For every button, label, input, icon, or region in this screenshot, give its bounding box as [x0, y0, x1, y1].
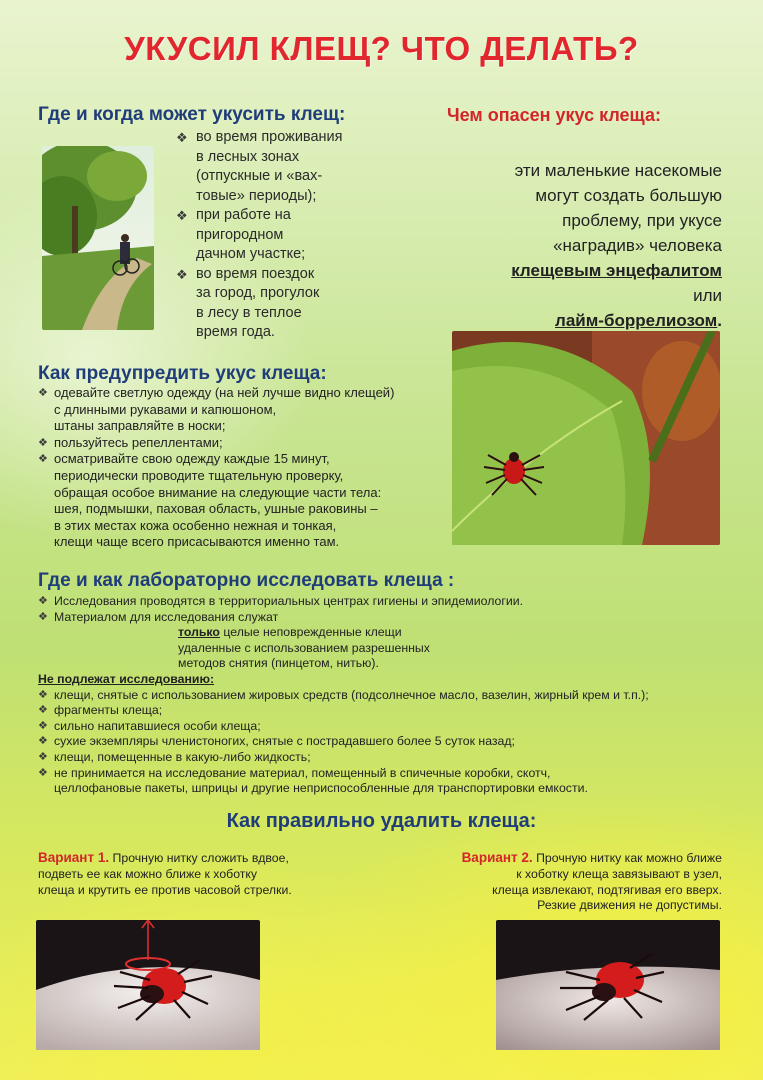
bullet-icon: ❖ — [38, 436, 48, 449]
disease-encephalitis: клещевым энцефалитом — [511, 261, 722, 280]
prevent-list — [38, 385, 448, 551]
variant-1-text: Вариант 1. Прочную нитку сложить вдвое, подветь ее как можно ближе к хоботку клеща и крутить ее против часовой стрелки. — [38, 850, 292, 897]
bullet-icon: ❖ — [38, 719, 48, 732]
danger-text: эти маленькие насекомые могут создать большую проблему, при укусе «наградив» человека клещевым энцефалитом или лайм-боррелиозом. — [430, 158, 722, 333]
list-item: ❖ Материалом для исследования служат — [38, 609, 279, 624]
bullet-icon: ❖ — [176, 208, 188, 223]
list-item: ❖ клещи, помещенные в какую-либо жидкость; — [38, 749, 311, 764]
list-item: ❖ осматривайте свою одежду каждые 15 минут, периодически проводите тщательную проверку, обращая особое внимание на следующие части тела: шея, подмышки, паховая область, ушные раковины – в этих местах кожа особенно нежная и тонкая, клещи чаще всего присасываются именно там. — [38, 451, 382, 550]
not-subject-heading: Не подлежат исследованию: — [38, 671, 215, 686]
variant-2-text: Вариант 2. Прочную нитку как можно ближе к хоботку клеща завязывают в узел, клеща извлекают, подтягивая его вверх. Резкие движения не допустимы. — [461, 850, 722, 913]
list-item: ❖ сухие экземпляры членистоногих, снятые с пострадавшего более 5 суток назад; — [38, 734, 515, 749]
bullet-icon: ❖ — [38, 766, 48, 779]
variant-1-photo — [36, 920, 260, 1050]
list-item: ❖ пользуйтесь репеллентами; — [38, 434, 223, 450]
list-item: ❖ одевайте светлую одежду (на ней лучше видно клещей) с длинными рукавами и капюшоном, штаны заправляйте в носки; — [38, 385, 395, 434]
lab-list: ❖ Исследования проводятся в территориальных центрах гигиены и эпидемиологии. ❖ Материалом для исследования служат только целые неповрежденные клещи удаленные с использованием разрешенных методов снятия (пинцетом, нитью). Не подлежат исследованию: ❖ клещи, снятые с использованием жировых средств (подсолнечное масло, вазелин, жирный крем и т.п.); ❖ фрагменты клеща; ❖ сильно напитавшиеся особи клеща; ❖ сухие экземпляры членистоногих, снятые с пострадавшего более 5 суток назад; ❖ клещи, помещенные в какую-либо жидкость; ❖ не принимается на исследование материал, помещенный в спичечные коробки, скотч, целлофановые пакеты, шприцы и другие неприспособленные для транспортировки емкости. — [38, 594, 728, 797]
variant-1-label: Вариант 1. — [38, 850, 110, 865]
bullet-icon: ❖ — [176, 130, 188, 145]
lab-heading: Где и как лабораторно исследовать клеща : — [38, 570, 455, 591]
danger-heading: Чем опасен укус клеща: — [447, 105, 661, 125]
where-when-heading: Где и когда может укусить клещ: — [38, 104, 346, 125]
variant-2-label: Вариант 2. — [461, 850, 533, 865]
where-when-list — [176, 128, 401, 343]
list-item: ❖ во время поездок за город, прогулок в лесу в теплое время года. — [176, 265, 320, 340]
bullet-icon: ❖ — [38, 735, 48, 748]
bullet-icon: ❖ — [38, 387, 48, 399]
list-item: ❖ не принимается на исследование материал, помещенный в спичечные коробки, скотч, целлофановые пакеты, шприцы и другие неприспособленные для транспортировки емкости. — [38, 765, 588, 796]
list-item: ❖ фрагменты клеща; — [38, 703, 163, 718]
list-item: ❖ сильно напитавшиеся особи клеща; — [38, 718, 261, 733]
tick-on-leaf-photo — [452, 331, 720, 545]
bullet-icon: ❖ — [38, 688, 48, 701]
bullet-icon: ❖ — [176, 266, 188, 282]
variant-2-photo — [496, 920, 720, 1050]
prevent-heading: Как предупредить укус клеща: — [38, 363, 327, 384]
forest-path-photo — [42, 146, 154, 330]
bullet-icon: ❖ — [38, 453, 48, 466]
poster-title: УКУСИЛ КЛЕЩ? ЧТО ДЕЛАТЬ? — [124, 30, 639, 67]
remove-heading: Как правильно удалить клеща: — [226, 810, 537, 832]
disease-borreliosis: лайм-боррелиозом — [555, 311, 718, 330]
list-item: ❖ во время проживания в лесных зонах (отпускные и «вах- товые» периоды); — [176, 129, 343, 204]
only-word: только — [178, 625, 220, 640]
list-item: ❖ при работе на пригородном дачном участке; — [176, 207, 306, 262]
bullet-icon: ❖ — [38, 750, 48, 763]
bullet-icon: ❖ — [38, 704, 48, 717]
bullet-icon: ❖ — [38, 610, 48, 623]
bullet-icon: ❖ — [38, 595, 48, 607]
list-item: ❖ Исследования проводятся в территориальных центрах гигиены и эпидемиологии. — [38, 594, 523, 608]
list-item: ❖ клещи, снятые с использованием жировых средств (подсолнечное масло, вазелин, жирный крем и т.п.); — [38, 687, 649, 702]
